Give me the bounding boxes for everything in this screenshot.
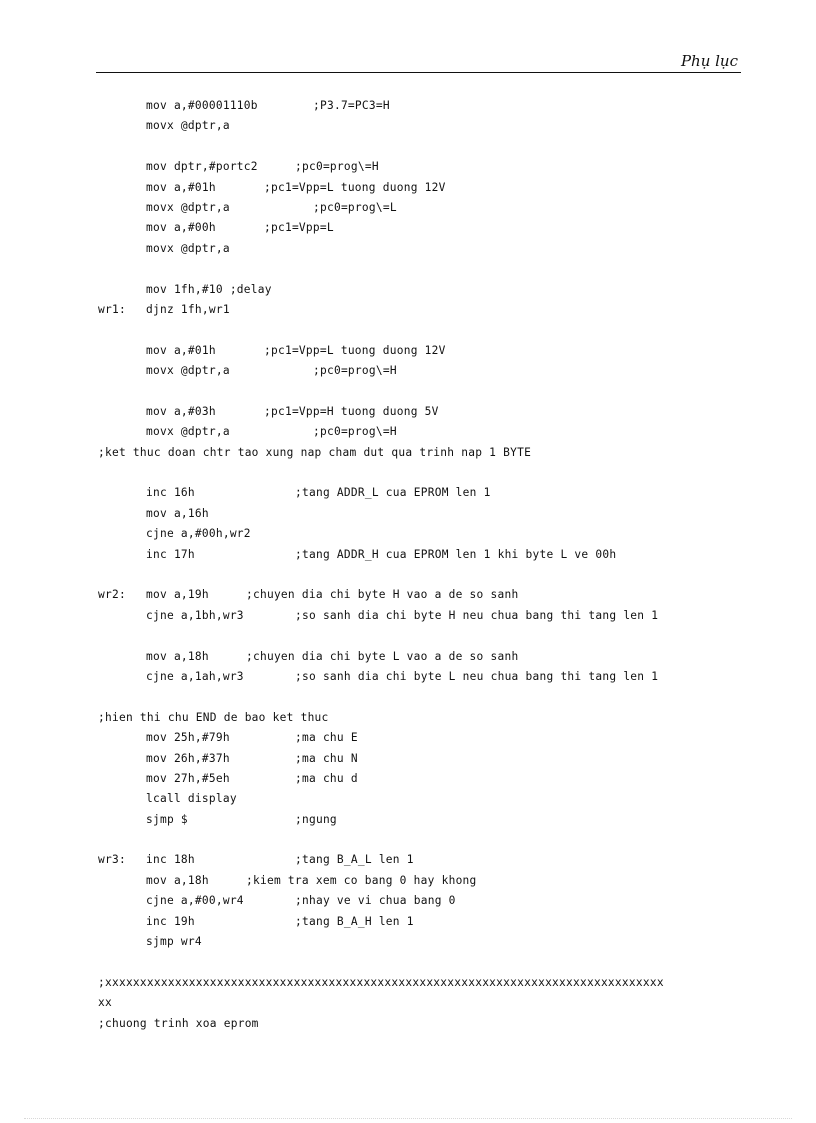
code-comment: ;tang ADDR_H cua EPROM len 1 khi byte L ve 00h — [295, 547, 617, 561]
code-instruction: sjmp wr4 — [146, 935, 202, 949]
code-comment: ;P3.7=PC3=H — [313, 99, 390, 112]
code-line — [98, 769, 743, 789]
blank-line — [98, 626, 743, 646]
code-line-labeled — [98, 300, 743, 320]
code-line — [98, 606, 743, 626]
code-instruction: movx @dptr,a — [146, 425, 230, 439]
code-line — [98, 545, 743, 565]
code-line-labeled — [98, 850, 743, 870]
code-line — [98, 198, 743, 218]
code-label: wr2: — [98, 588, 126, 602]
code-line — [98, 96, 743, 116]
code-comment: ;pc1=Vpp=L tuong duong 12V — [264, 343, 446, 357]
code-comment: ;chuyen dia chi byte H vao a de so sanh — [246, 588, 519, 602]
code-comment: ;pc1=Vpp=L tuong duong 12V — [264, 180, 446, 194]
code-instruction: sjmp $ — [146, 812, 188, 826]
code-instruction: mov 26h,#37h — [146, 751, 230, 765]
code-instruction: cjne a,#00h,wr2 — [146, 527, 251, 541]
code-comment-line — [98, 443, 743, 463]
code-comment-line — [98, 973, 743, 993]
code-remark: ;xxxxxxxxxxxxxxxxxxxxxxxxxxxxxxxxxxxxxxxxxxxxxxxxxxxxxxxxxxxxxxxxxxxxxxxxxxxxxxxx — [98, 975, 664, 989]
header-rule — [96, 72, 741, 73]
code-instruction: movx @dptr,a — [146, 364, 230, 378]
code-instruction: mov a,19h — [146, 588, 209, 602]
code-comment: ;chuyen dia chi byte L vao a de so sanh — [246, 649, 519, 663]
code-line — [98, 810, 743, 830]
code-instruction: movx @dptr,a — [146, 200, 230, 214]
code-comment: ;ma chu d — [295, 771, 358, 785]
code-line — [98, 932, 743, 952]
code-instruction: mov 27h,#5eh — [146, 771, 230, 785]
code-instruction: mov a,16h — [146, 506, 209, 520]
code-line — [98, 524, 743, 544]
blank-line — [98, 463, 743, 483]
code-line — [98, 728, 743, 748]
code-remark: ;chuong trinh xoa eprom — [98, 1016, 259, 1030]
code-comment: ;pc0=prog\=H — [313, 425, 397, 439]
code-comment-line — [98, 1014, 743, 1034]
code-comment: ;pc0=prog\=L — [313, 200, 397, 214]
code-instruction: cjne a,1bh,wr3 — [146, 608, 244, 622]
code-line — [98, 239, 743, 259]
code-line-labeled — [98, 585, 743, 605]
code-instruction: mov a,#00h — [146, 221, 216, 235]
code-comment: ;tang B_A_H len 1 — [295, 914, 414, 928]
code-instruction: mov a,18h — [146, 649, 209, 663]
code-line — [98, 667, 743, 687]
blank-line — [98, 830, 743, 850]
blank-line — [98, 565, 743, 585]
page-bottom-edge — [24, 1118, 792, 1119]
code-line — [98, 361, 743, 381]
blank-line — [98, 381, 743, 401]
code-line — [98, 871, 743, 891]
code-remark: ;hien thi chu END de bao ket thuc — [98, 710, 329, 724]
code-remark: xx — [98, 996, 112, 1010]
code-comment: ;pc0=prog\=H — [313, 364, 397, 378]
blank-line — [98, 320, 743, 340]
code-comment: ;tang ADDR_L cua EPROM len 1 — [295, 486, 491, 500]
code-instruction: lcall display — [146, 792, 237, 806]
code-instruction: inc 19h — [146, 914, 195, 928]
code-instruction: movx @dptr,a — [146, 241, 230, 255]
code-comment: ;nhay ve vi chua bang 0 — [295, 894, 456, 908]
code-comment-line — [98, 993, 743, 1013]
code-line — [98, 912, 743, 932]
code-listing — [98, 96, 743, 1034]
code-line — [98, 647, 743, 667]
code-comment-line — [98, 708, 743, 728]
code-instruction: mov a,#03h — [146, 404, 216, 418]
code-comment: ;so sanh dia chi byte L neu chua bang thi tang len 1 — [295, 669, 659, 683]
code-instruction: mov 25h,#79h — [146, 731, 230, 745]
code-instruction: mov a,#00001110b — [146, 99, 258, 112]
code-line — [98, 749, 743, 769]
code-label: wr3: — [98, 853, 126, 867]
code-line — [98, 422, 743, 442]
code-instruction: movx @dptr,a — [146, 119, 230, 133]
code-instruction: mov a,#01h — [146, 180, 216, 194]
code-remark: ;ket thuc doan chtr tao xung nap cham dut qua trinh nap 1 BYTE — [98, 445, 532, 459]
blank-line — [98, 137, 743, 157]
code-comment: ;ngung — [295, 812, 337, 826]
code-instruction: mov a,#01h — [146, 343, 216, 357]
code-line — [98, 504, 743, 524]
code-comment: ;so sanh dia chi byte H neu chua bang thi tang len 1 — [295, 608, 659, 622]
code-line — [98, 218, 743, 238]
blank-line — [98, 259, 743, 279]
code-comment: ;pc1=Vpp=H tuong duong 5V — [264, 404, 439, 418]
code-instruction: cjne a,#00,wr4 — [146, 894, 244, 908]
code-instruction: mov 1fh,#10 ;delay — [146, 282, 272, 296]
code-line — [98, 341, 743, 361]
code-comment: ;pc1=Vpp=L — [264, 221, 334, 235]
code-label: wr1: — [98, 302, 126, 316]
blank-line — [98, 952, 743, 972]
blank-line — [98, 687, 743, 707]
code-instruction: mov dptr,#portc2 — [146, 160, 258, 174]
code-comment: ;ma chu E — [295, 731, 358, 745]
code-line — [98, 157, 743, 177]
code-line — [98, 402, 743, 422]
code-line — [98, 483, 743, 503]
code-instruction: cjne a,1ah,wr3 — [146, 669, 244, 683]
code-line — [98, 178, 743, 198]
code-comment: ;ma chu N — [295, 751, 358, 765]
code-line — [98, 280, 743, 300]
page-header-title: Phụ lục — [680, 52, 738, 70]
code-instruction: inc 16h — [146, 486, 195, 500]
code-instruction: djnz 1fh,wr1 — [146, 302, 230, 316]
code-comment: ;kiem tra xem co bang 0 hay khong — [246, 873, 477, 887]
code-line — [98, 789, 743, 809]
code-comment: ;tang B_A_L len 1 — [295, 853, 414, 867]
code-comment: ;pc0=prog\=H — [295, 160, 379, 174]
code-instruction: inc 17h — [146, 547, 195, 561]
code-line — [98, 891, 743, 911]
code-instruction: mov a,18h — [146, 873, 209, 887]
code-line — [98, 116, 743, 136]
code-instruction: inc 18h — [146, 853, 195, 867]
